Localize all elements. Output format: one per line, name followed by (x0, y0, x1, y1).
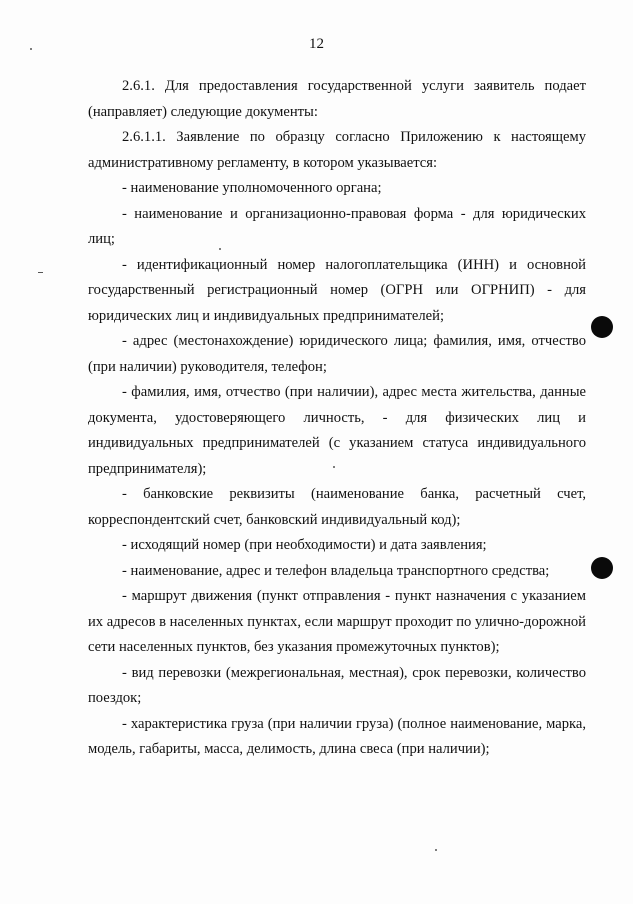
list-item-bank-details: - банковские реквизиты (наименование банка, расчетный счет, корреспондентский счет, банковский индивидуальный код); (88, 486, 586, 528)
list-item-vehicle-owner: - наименование, адрес и телефон владельца транспортного средства; (122, 562, 550, 579)
list-item-inn-ogrn: - идентификационный номер налогоплательщика (ИНН) и основной государственный регистрационный номер (ОГРН или ОГРНИП) - для юридических лиц и индивидуальных предпринимателей; (88, 256, 586, 324)
punch-hole-upper (591, 316, 613, 338)
list-item-authority-name: - наименование уполномоченного органа; (122, 180, 382, 196)
list-item-individual-details: - фамилия, имя, отчество (при наличии), адрес места жительства, данные документа, удостоверяющего личность, - для физических лиц и индивидуальных предпринимателей (с указанием статуса индивидуального предпринимателя); (88, 384, 586, 477)
document-body (88, 74, 586, 763)
list-item-legal-form: - наименование и организационно-правовая форма - для юридических лиц; (88, 205, 586, 247)
list-item-legal-address: - адрес (местонахождение) юридического лица; фамилия, имя, отчество (при наличии) руководителя, телефон; (88, 333, 586, 375)
scan-speck (219, 248, 221, 250)
scan-speck (435, 849, 437, 851)
list-item-route: - маршрут движения (пункт отправления - пункт назначения с указанием их адресов в населенных пунктах, если маршрут проходит по улично-дорожной сети населенных пунктов, без указания промежуточных пунктов); (88, 588, 586, 655)
page-number: 12 (309, 36, 324, 52)
list-item-outgoing-number: - исходящий номер (при необходимости) и дата заявления; (122, 537, 487, 553)
list-item-transport-type: - вид перевозки (межрегиональная, местная), срок перевозки, количество поездок; (88, 664, 586, 706)
paragraph-2-6-1-1: 2.6.1.1. Заявление по образцу согласно Приложению к настоящему административному регламенту, в котором указывается: (88, 129, 586, 171)
paragraph-2-6-1: 2.6.1. Для предоставления государственной услуги заявитель подает (направляет) следующие документы: (88, 78, 586, 120)
scan-speck (333, 466, 335, 468)
scan-speck (30, 48, 32, 50)
list-item-cargo: - характеристика груза (при наличии груза) (полное наименование, марка, модель, габариты, масса, делимость, длина свеса (при наличии); (88, 715, 586, 757)
punch-hole-lower (591, 557, 613, 579)
scan-speck (38, 272, 43, 273)
